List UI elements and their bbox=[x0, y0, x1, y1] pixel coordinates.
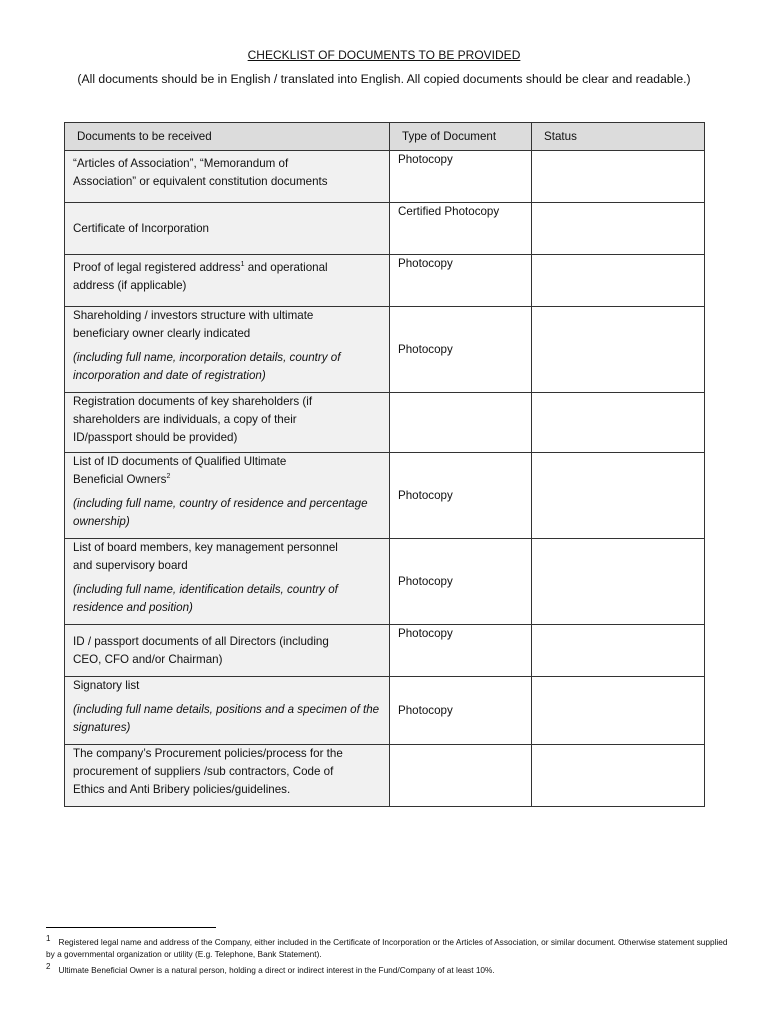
document-line: List of board members, key management personnel bbox=[73, 541, 338, 554]
footnote-mark: 2 bbox=[46, 962, 51, 971]
footnote-ref-1[interactable]: 1 bbox=[240, 261, 245, 269]
type-cell: Photocopy bbox=[390, 625, 532, 677]
table-row bbox=[65, 625, 705, 677]
document-line: Association” or equivalent constitution documents bbox=[73, 175, 328, 188]
status-cell[interactable] bbox=[532, 151, 705, 203]
header-status: Status bbox=[532, 123, 705, 151]
table-row bbox=[65, 255, 705, 307]
document-cell bbox=[65, 255, 390, 307]
document-note: (including full name, identification details, country of residence and position) bbox=[73, 583, 338, 614]
document-line: beneficiary owner clearly indicated bbox=[73, 327, 251, 340]
type-cell bbox=[390, 745, 532, 807]
type-cell: Photocopy bbox=[390, 151, 532, 203]
document-line: The company’s Procurement policies/process for the bbox=[73, 747, 343, 760]
page-subtitle: (All documents should be in English / translated into English. All copied documents should be clear and readable.) bbox=[77, 72, 691, 86]
header-type: Type of Document bbox=[390, 123, 532, 151]
type-cell: Photocopy bbox=[390, 255, 532, 307]
status-cell[interactable] bbox=[532, 539, 705, 625]
status-cell[interactable] bbox=[532, 393, 705, 453]
document-note: (including full name, country of residence and percentage ownership) bbox=[73, 497, 368, 528]
document-line: Registration documents of key shareholders (if bbox=[73, 395, 313, 408]
type-cell: Certified Photocopy bbox=[390, 203, 532, 255]
type-cell: Photocopy bbox=[390, 307, 532, 393]
document-line: and supervisory board bbox=[73, 559, 188, 572]
footnote-2 bbox=[46, 961, 736, 976]
footnote-1 bbox=[46, 933, 736, 960]
document-line: “Articles of Association”, “Memorandum of bbox=[73, 157, 289, 170]
document-line: procurement of suppliers /sub contractors, Code of bbox=[73, 765, 334, 778]
document-line: address (if applicable) bbox=[73, 279, 187, 292]
type-cell: Photocopy bbox=[390, 677, 532, 745]
table-row bbox=[65, 745, 705, 807]
document-line: Signatory list bbox=[73, 679, 140, 692]
document-line: Shareholding / investors structure with ultimate bbox=[73, 309, 314, 322]
document-line: Beneficial Owners$^2$ bbox=[73, 473, 171, 486]
status-cell[interactable] bbox=[532, 453, 705, 539]
footnote-ref-2[interactable]: 2 bbox=[166, 473, 171, 481]
document-cell bbox=[65, 745, 390, 807]
document-note: (including full name, incorporation details, country of incorporation and date of registration) bbox=[73, 351, 341, 382]
status-cell[interactable] bbox=[532, 203, 705, 255]
checklist-table bbox=[64, 122, 705, 807]
footnote-separator bbox=[46, 927, 216, 928]
status-cell[interactable] bbox=[532, 745, 705, 807]
table-row bbox=[65, 307, 705, 393]
document-note: (including full name details, positions and a specimen of the signatures) bbox=[73, 703, 380, 734]
header-documents: Documents to be received bbox=[65, 123, 390, 151]
document-cell bbox=[65, 203, 390, 255]
document-line: Ethics and Anti Bribery policies/guidelines. bbox=[73, 783, 291, 796]
type-cell bbox=[390, 393, 532, 453]
table-row bbox=[65, 677, 705, 745]
table-row bbox=[65, 539, 705, 625]
document-line: shareholders are individuals, a copy of their bbox=[73, 413, 297, 426]
status-cell[interactable] bbox=[532, 625, 705, 677]
status-cell[interactable] bbox=[532, 677, 705, 745]
document-cell bbox=[65, 677, 390, 745]
status-cell[interactable] bbox=[532, 307, 705, 393]
table-header-row bbox=[65, 123, 705, 151]
document-cell bbox=[65, 393, 390, 453]
document-line: ID/passport should be provided) bbox=[73, 431, 238, 444]
document-line: CEO, CFO and/or Chairman) bbox=[73, 652, 223, 666]
document-line: Proof of legal registered address$^1$ and operational bbox=[73, 261, 328, 274]
type-cell: Photocopy bbox=[390, 539, 532, 625]
table-row bbox=[65, 453, 705, 539]
table-row bbox=[65, 203, 705, 255]
table-row bbox=[65, 151, 705, 203]
type-cell: Photocopy bbox=[390, 453, 532, 539]
footnote-text: Registered legal name and address of the Company, either included in the Certificate of Incorporation or the Articles of Association, or similar document. Otherwise statement supplied by a governmental organization or utility (E.g. Telephone, Bank Statement). bbox=[46, 936, 728, 959]
document-cell bbox=[65, 539, 390, 625]
footnote-mark: 1 bbox=[46, 934, 51, 943]
document-line: ID / passport documents of all Directors (including bbox=[73, 634, 329, 648]
status-cell[interactable] bbox=[532, 255, 705, 307]
footnote-text: Ultimate Beneficial Owner is a natural person, holding a direct or indirect interest in the Fund/Company of at least 10%. bbox=[58, 964, 495, 975]
document-cell bbox=[65, 151, 390, 203]
document-line: List of ID documents of Qualified Ultimate bbox=[73, 455, 287, 468]
page-title: CHECKLIST OF DOCUMENTS TO BE PROVIDED bbox=[247, 48, 521, 62]
document-cell bbox=[65, 453, 390, 539]
document-cell bbox=[65, 625, 390, 677]
table-row bbox=[65, 393, 705, 453]
document-line: Certificate of Incorporation bbox=[73, 221, 209, 235]
document-cell bbox=[65, 307, 390, 393]
